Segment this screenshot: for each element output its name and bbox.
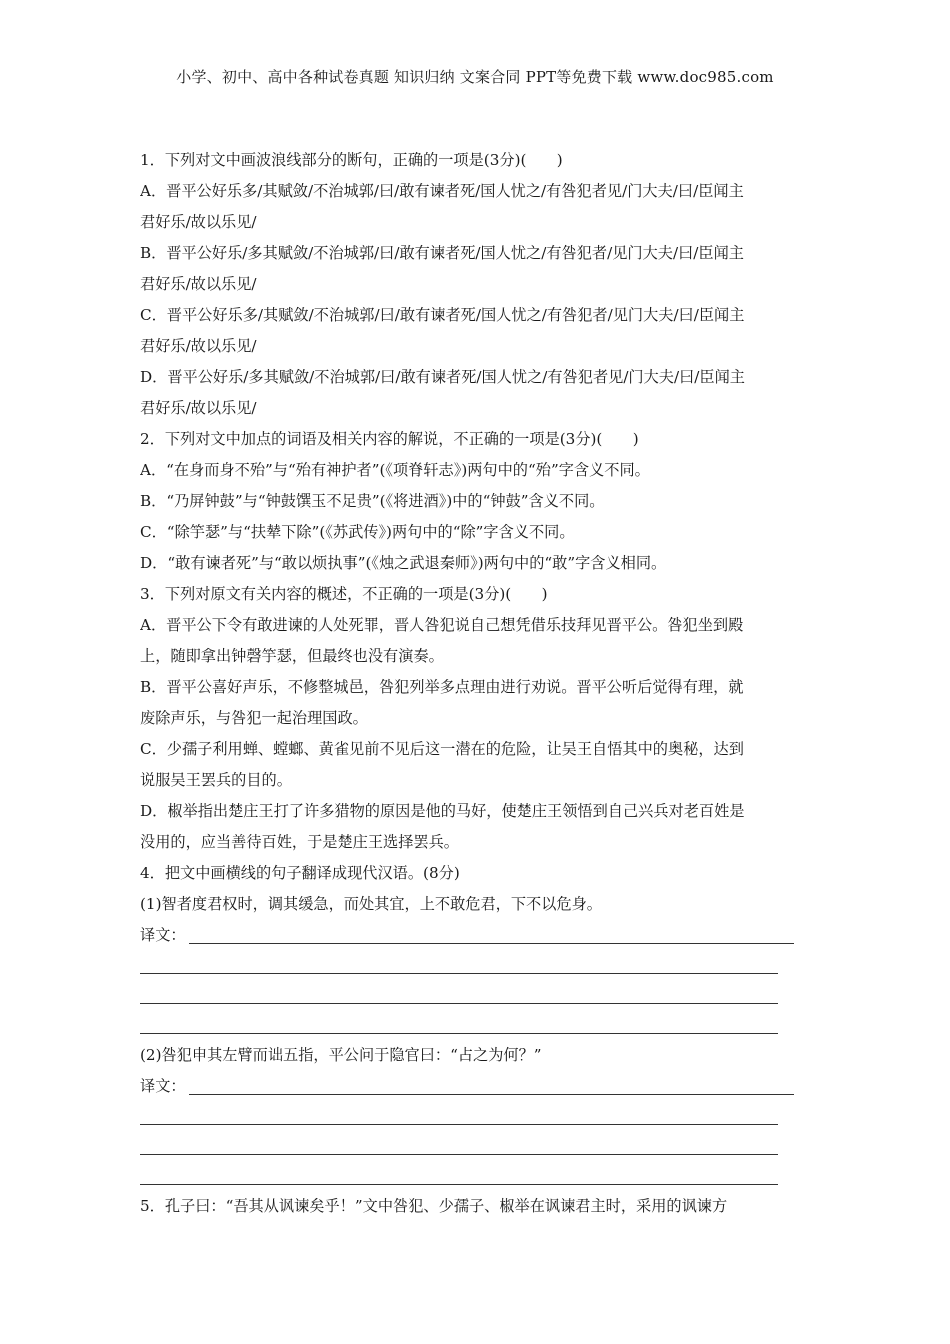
answer-line[interactable] [140,1131,812,1161]
answer-rule [189,1094,794,1095]
answer-line[interactable] [140,1101,812,1131]
answer-rule [140,1184,778,1185]
option-a: A．“在身而身不殆”与“殆有神护者”(《项脊轩志》)两句中的“殆”字含义不同。 [140,461,650,479]
answer-rule [140,1033,778,1034]
question-4 [140,858,812,1191]
question-1 [140,145,812,424]
option-d-cont: 没用的，应当善待百姓，于是楚庄王选择罢兵。 [140,833,459,851]
question-stem: 4．把文中画横线的句子翻译成现代汉语。(8分) [140,864,460,882]
option-b: B．晋平公好乐/多其赋敛/不治城郭/曰/敢有谏者死/国人忧之/有咎犯者/见门大夫/曰/臣闻主 [140,244,744,262]
option-a: A．晋平公下令有敢进谏的人处死罪，晋人咎犯说自己想凭借乐技拜见晋平公。咎犯坐到殿 [140,616,744,634]
option-c: C．“除竽瑟”与“扶辇下除”(《苏武传》)两句中的“除”字含义不同。 [140,523,575,541]
answer-rule [140,1003,778,1004]
option-b: B．“乃屏钟鼓”与“钟鼓馔玉不足贵”(《将进酒》)中的“钟鼓”含义不同。 [140,492,605,510]
question-stem: 2．下列对文中加点的词语及相关内容的解说，不正确的一项是(3分)( ) [140,430,639,448]
sentence-1: (1)智者度君权时，调其缓急，而处其宜，上不敢危君，下不以危身。 [140,895,602,913]
answer-line[interactable] [140,1010,812,1040]
option-a: A．晋平公好乐多/其赋敛/不治城郭/曰/敢有谏者死/国人忧之/有咎犯者见/门大夫/曰/臣闻主 [140,182,744,200]
option-d: D．“敢有谏者死”与“敢以烦执事”(《烛之武退秦师》)两句中的“敢”字含义相同。 [140,554,667,572]
option-a-cont: 君好乐/故以乐见/ [140,213,257,231]
page-header: 小学、初中、高中各种试卷真题 知识归纳 文案合同 PPT等免费下载 www.doc985.com [176,68,774,86]
option-b: B．晋平公喜好声乐，不修整城邑，咎犯列举多点理由进行劝说。晋平公听后觉得有理，就 [140,678,744,696]
translation-label: 译文： [140,926,186,944]
option-d-cont: 君好乐/故以乐见/ [140,399,257,417]
translation-label: 译文： [140,1077,186,1095]
answer-line[interactable] [140,1161,812,1191]
answer-line-1[interactable] [140,920,812,950]
answer-rule [189,943,794,944]
option-c-cont: 君好乐/故以乐见/ [140,337,257,355]
option-b-cont: 废除声乐，与咎犯一起治理国政。 [140,709,368,727]
exam-content [140,145,812,1222]
answer-line[interactable] [140,980,812,1010]
option-d: D．晋平公好乐/多其赋敛/不治城郭/曰/敢有谏者死/国人忧之/有咎犯者见/门大夫/曰/臣闻主 [140,368,745,386]
option-a-cont: 上，随即拿出钟磬竽瑟，但最终也没有演奏。 [140,647,444,665]
answer-rule [140,1124,778,1125]
option-c: C．晋平公好乐多/其赋敛/不治城郭/曰/敢有谏者死/国人忧之/有咎犯者/见门大夫/曰/臣闻主 [140,306,745,324]
answer-line[interactable] [140,950,812,980]
question-stem: 3．下列对原文有关内容的概述，不正确的一项是(3分)( ) [140,585,548,603]
answer-line-2[interactable] [140,1071,812,1101]
answer-rule [140,1154,778,1155]
question-stem: 1．下列对文中画波浪线部分的断句，正确的一项是(3分)( ) [140,151,563,169]
sentence-2: (2)咎犯申其左臂而诎五指，平公问于隐官曰：“占之为何？” [140,1046,542,1064]
question-5 [140,1191,812,1222]
option-c-cont: 说服吴王罢兵的目的。 [140,771,292,789]
question-2 [140,424,812,579]
question-3 [140,579,812,858]
answer-rule [140,973,778,974]
question-stem: 5．孔子曰：“吾其从讽谏矣乎！”文中咎犯、少孺子、椒举在讽谏君主时，采用的讽谏方 [140,1197,728,1215]
option-d: D．椒举指出楚庄王打了许多猎物的原因是他的马好，使楚庄王领悟到自己兴兵对老百姓是 [140,802,745,820]
option-b-cont: 君好乐/故以乐见/ [140,275,257,293]
option-c: C．少孺子利用蝉、螳螂、黄雀见前不见后这一潜在的危险，让吴王自悟其中的奥秘，达到 [140,740,744,758]
